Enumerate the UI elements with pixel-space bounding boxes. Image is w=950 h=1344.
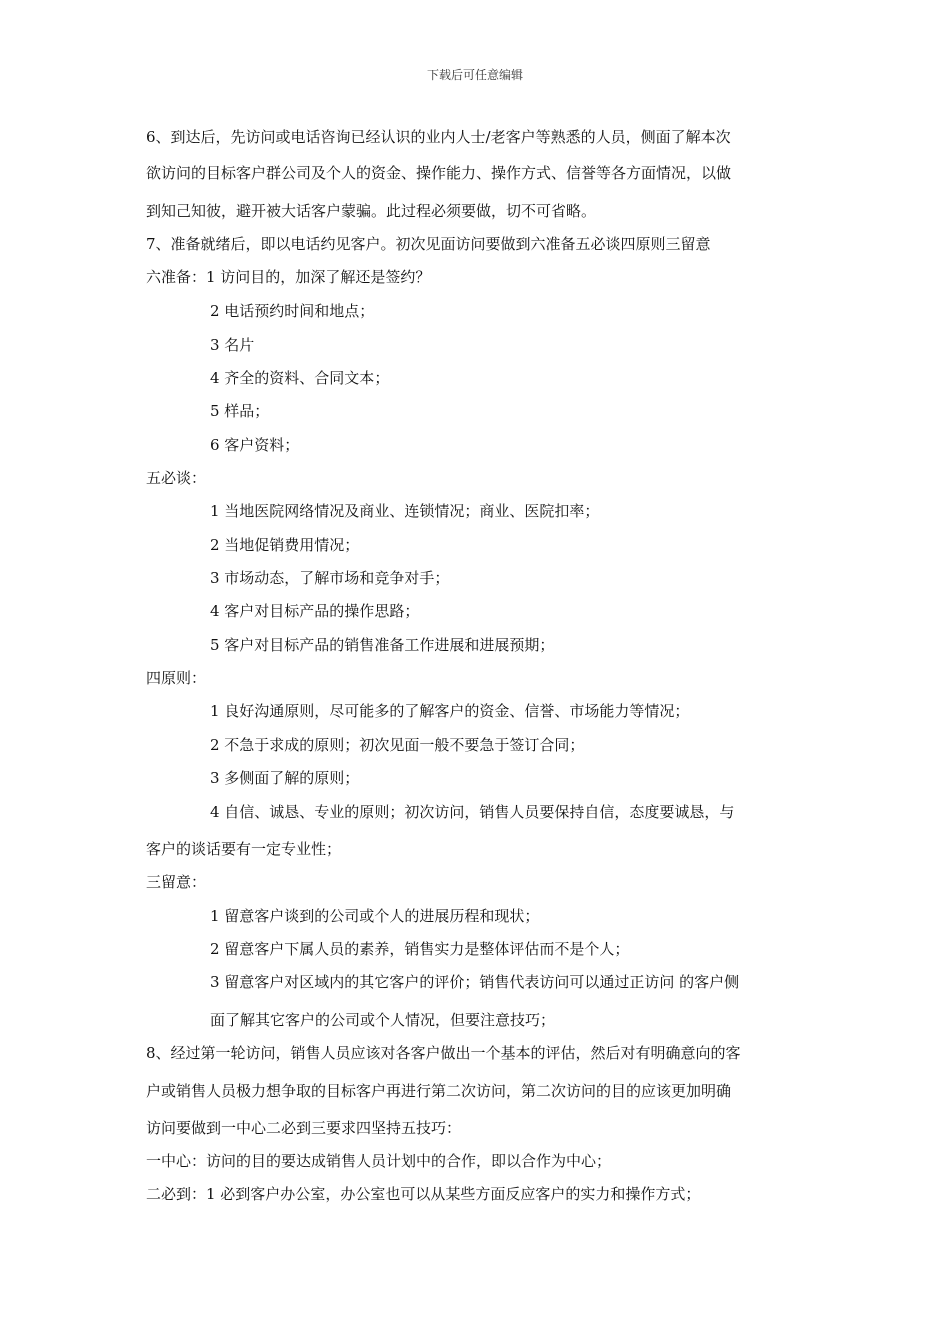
list-item: 2 当地促销费用情况； [210, 536, 360, 554]
list-item: 4 自信、诚恳、专业的原则；初次访问，销售人员要保持自信，态度要诚恳，与 [210, 803, 735, 821]
list-item: 6 客户资料； [210, 436, 300, 454]
list-item: 4 齐全的资料、合同文本； [210, 369, 390, 387]
list-item: 3 名片 [210, 336, 255, 354]
text-line: 8、经过第一轮访问，销售人员应该对各客户做出一个基本的评估，然后对有明确意向的客 [146, 1044, 741, 1062]
text-line: 户或销售人员极力想争取的目标客户再进行第二次访问，第二次访问的目的应该更加明确 [146, 1082, 732, 1100]
text-line: 一中心：访问的目的要达成销售人员计划中的合作，即以合作为中心； [146, 1152, 612, 1170]
list-item: 4 客户对目标产品的操作思路； [210, 602, 420, 620]
text-line: 客户的谈话要有一定专业性； [146, 840, 342, 858]
list-item: 3 留意客户对区域内的其它客户的评价；销售代表访问可以通过正访问 的客户侧 [210, 973, 740, 991]
list-item: 1 留意客户谈到的公司或个人的进展历程和现状； [210, 907, 540, 925]
list-item: 1 当地医院网络情况及商业、连锁情况；商业、医院扣率； [210, 502, 600, 520]
text-line: 6、到达后，先访问或电话咨询已经认识的业内人士/老客户等熟悉的人员，侧面了解本次 [146, 128, 731, 146]
list-item: 2 留意客户下属人员的素养，销售实力是整体评估而不是个人； [210, 940, 630, 958]
text-line: 二必到：1 必到客户办公室，办公室也可以从某些方面反应客户的实力和操作方式； [146, 1185, 701, 1203]
text-line: 六准备：1 访问目的，加深了解还是签约？ [146, 268, 431, 286]
text-line: 欲访问的目标客户群公司及个人的资金、操作能力、操作方式、信誉等各方面情况，以做 [146, 164, 732, 182]
list-item: 3 市场动态，了解市场和竞争对手； [210, 569, 450, 587]
list-item: 2 不急于求成的原则；初次见面一般不要急于签订合同； [210, 736, 585, 754]
list-item: 5 样品； [210, 402, 270, 420]
list-item: 3 多侧面了解的原则； [210, 769, 360, 787]
text-line: 面了解其它客户的公司或个人情况，但要注意技巧； [210, 1011, 556, 1029]
list-item: 1 良好沟通原则，尽可能多的了解客户的资金、信誉、市场能力等情况； [210, 702, 690, 720]
text-line: 到知己知彼，避开被大话客户蒙骗。此过程必须要做，切不可省略。 [146, 202, 597, 220]
text-line: 7、准备就绪后，即以电话约见客户。初次见面访问要做到六准备五必谈四原则三留意 [146, 235, 711, 253]
text-line: 访问要做到一中心二必到三要求四坚持五技巧： [146, 1119, 462, 1137]
section-heading: 五必谈： [146, 469, 207, 487]
page-header: 下载后可任意编辑 [426, 68, 523, 82]
list-item: 5 客户对目标产品的销售准备工作进展和进展预期； [210, 636, 555, 654]
section-heading: 三留意： [146, 873, 207, 891]
section-heading: 四原则： [146, 669, 207, 687]
list-item: 2 电话预约时间和地点； [210, 302, 375, 320]
